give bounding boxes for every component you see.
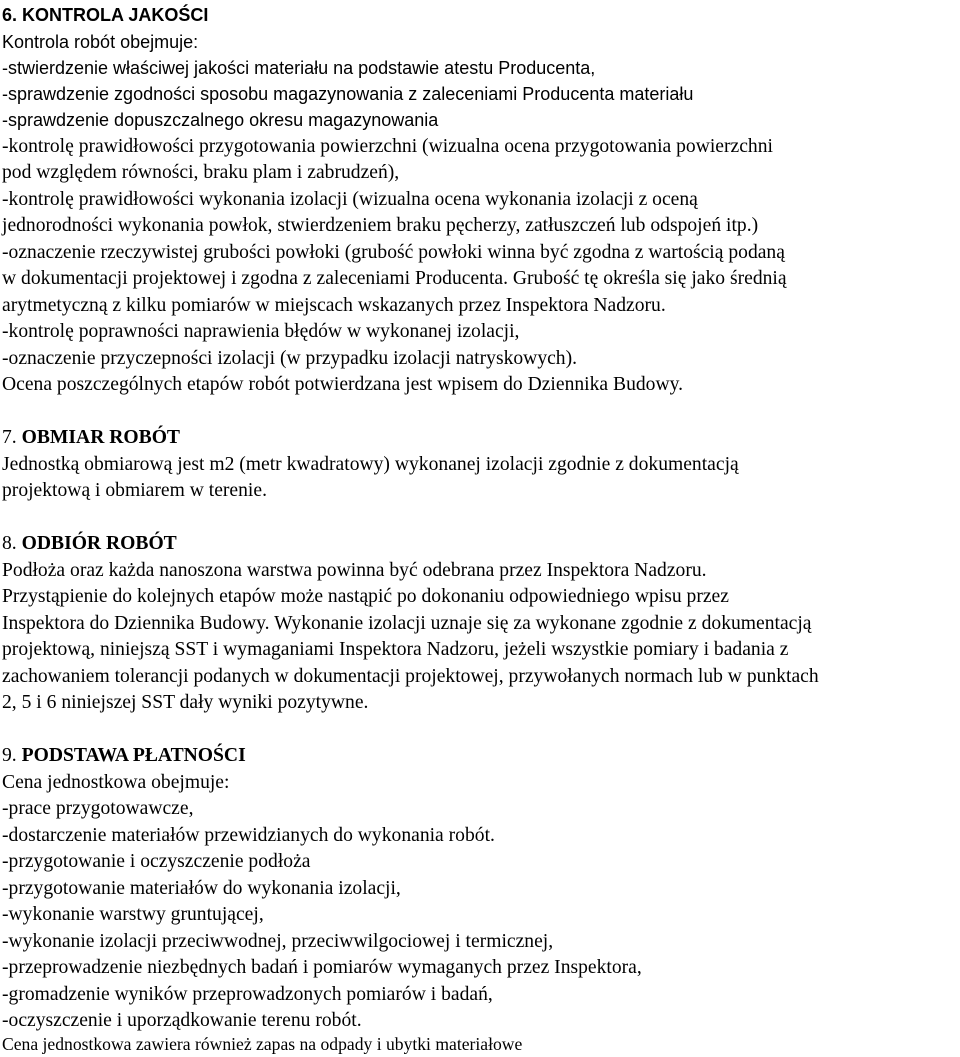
section-9-line: -dostarczenie materiałów przewidzianych do wykonania robót. [2,825,495,846]
section-9-title [2,743,246,769]
section-6-line: -kontrolę poprawności naprawienia błędów w wykonanej izolacji, [2,321,520,342]
section-7-heading: OBMIAR ROBÓT [21,427,181,448]
section-6-line: pod względem równości, braku plam i zabrudzeń), [2,162,400,183]
section-9-footer: Cena jednostkowa zawiera również zapas na odpady i ubytki materiałowe [2,1034,523,1054]
section-7-title [2,425,180,451]
section-9-intro: Cena jednostkowa obejmuje: [2,772,230,793]
section-7-line: projektową i obmiarem w terenie. [2,480,267,501]
section-6-intro: Kontrola robót obejmuje: [2,32,199,52]
section-9-number: 9. [2,745,17,766]
section-6-line: -oznaczenie przyczepności izolacji (w przypadku izolacji natryskowych). [2,348,578,369]
section-6-line: -kontrolę prawidłowości wykonania izolacji (wizualna ocena wykonania izolacji z oceną [2,189,698,210]
section-8-line: Podłoża oraz każda nanoszona warstwa powinna być odebrana przez Inspektora Nadzoru. [2,560,707,581]
section-8-title [2,531,177,557]
section-8-heading: ODBIÓR ROBÓT [21,533,177,554]
section-6-line: -kontrolę prawidłowości przygotowania powierzchni (wizualna ocena przygotowania powierzchni [2,136,773,157]
section-9-line: -wykonanie izolacji przeciwwodnej, przeciwwilgociowej i termicznej, [2,931,554,952]
section-7-line: Jednostką obmiarową jest m2 (metr kwadratowy) wykonanej izolacji zgodnie z dokumentacją [2,454,739,475]
section-7-number: 7. [2,427,17,448]
section-9-line: -przeprowadzenie niezbędnych badań i pomiarów wymaganych przez Inspektora, [2,957,642,978]
section-6-line: w dokumentacji projektowej i zgodna z zaleceniami Producenta. Grubość tę określa się jako średnią [2,268,787,289]
section-8-line: 2, 5 i 6 niniejszej SST dały wyniki pozytywne. [2,692,369,713]
section-9-line: -przygotowanie materiałów do wykonania izolacji, [2,878,401,899]
section-6-line: -sprawdzenie zgodności sposobu magazynowania z zaleceniami Producenta materiału [2,84,694,104]
section-9-heading: PODSTAWA PŁATNOŚCI [21,745,246,766]
section-6-title: 6. KONTROLA JAKOŚCI [2,5,209,25]
section-8-line: Przystąpienie do kolejnych etapów może nastąpić po dokonaniu odpowiedniego wpisu przez [2,586,729,607]
section-9-line: -przygotowanie i oczyszczenie podłoża [2,851,311,872]
section-6-line: jednorodności wykonania powłok, stwierdzeniem braku pęcherzy, zatłuszczeń lub odspojeń itp.) [2,215,759,236]
section-9-line: -prace przygotowawcze, [2,798,194,819]
section-8-line: projektową, niniejszą SST i wymaganiami Inspektora Nadzoru, jeżeli wszystkie pomiary i badania z [2,639,789,660]
section-9-line: -oczyszczenie i uporządkowanie terenu robót. [2,1010,362,1031]
section-6-line: -oznaczenie rzeczywistej grubości powłoki (grubość powłoki winna być zgodna z wartością podaną [2,242,785,263]
section-6-summary: Ocena poszczególnych etapów robót potwierdzana jest wpisem do Dziennika Budowy. [2,374,684,395]
section-9-line: -wykonanie warstwy gruntującej, [2,904,264,925]
section-6-line: -sprawdzenie dopuszczalnego okresu magazynowania [2,110,439,130]
section-6-line: arytmetyczną z kilku pomiarów w miejscach wskazanych przez Inspektora Nadzoru. [2,295,666,316]
section-9-line: -gromadzenie wyników przeprowadzonych pomiarów i badań, [2,984,493,1005]
section-8-line: zachowaniem tolerancji podanych w dokumentacji projektowej, przywołanych normach lub w punktach [2,666,819,687]
section-8-number: 8. [2,533,17,554]
section-6-line: -stwierdzenie właściwej jakości materiału na podstawie atestu Producenta, [2,58,596,78]
section-8-line: Inspektora do Dziennika Budowy. Wykonanie izolacji uznaje się za wykonane zgodnie z dokumentacją [2,613,812,634]
